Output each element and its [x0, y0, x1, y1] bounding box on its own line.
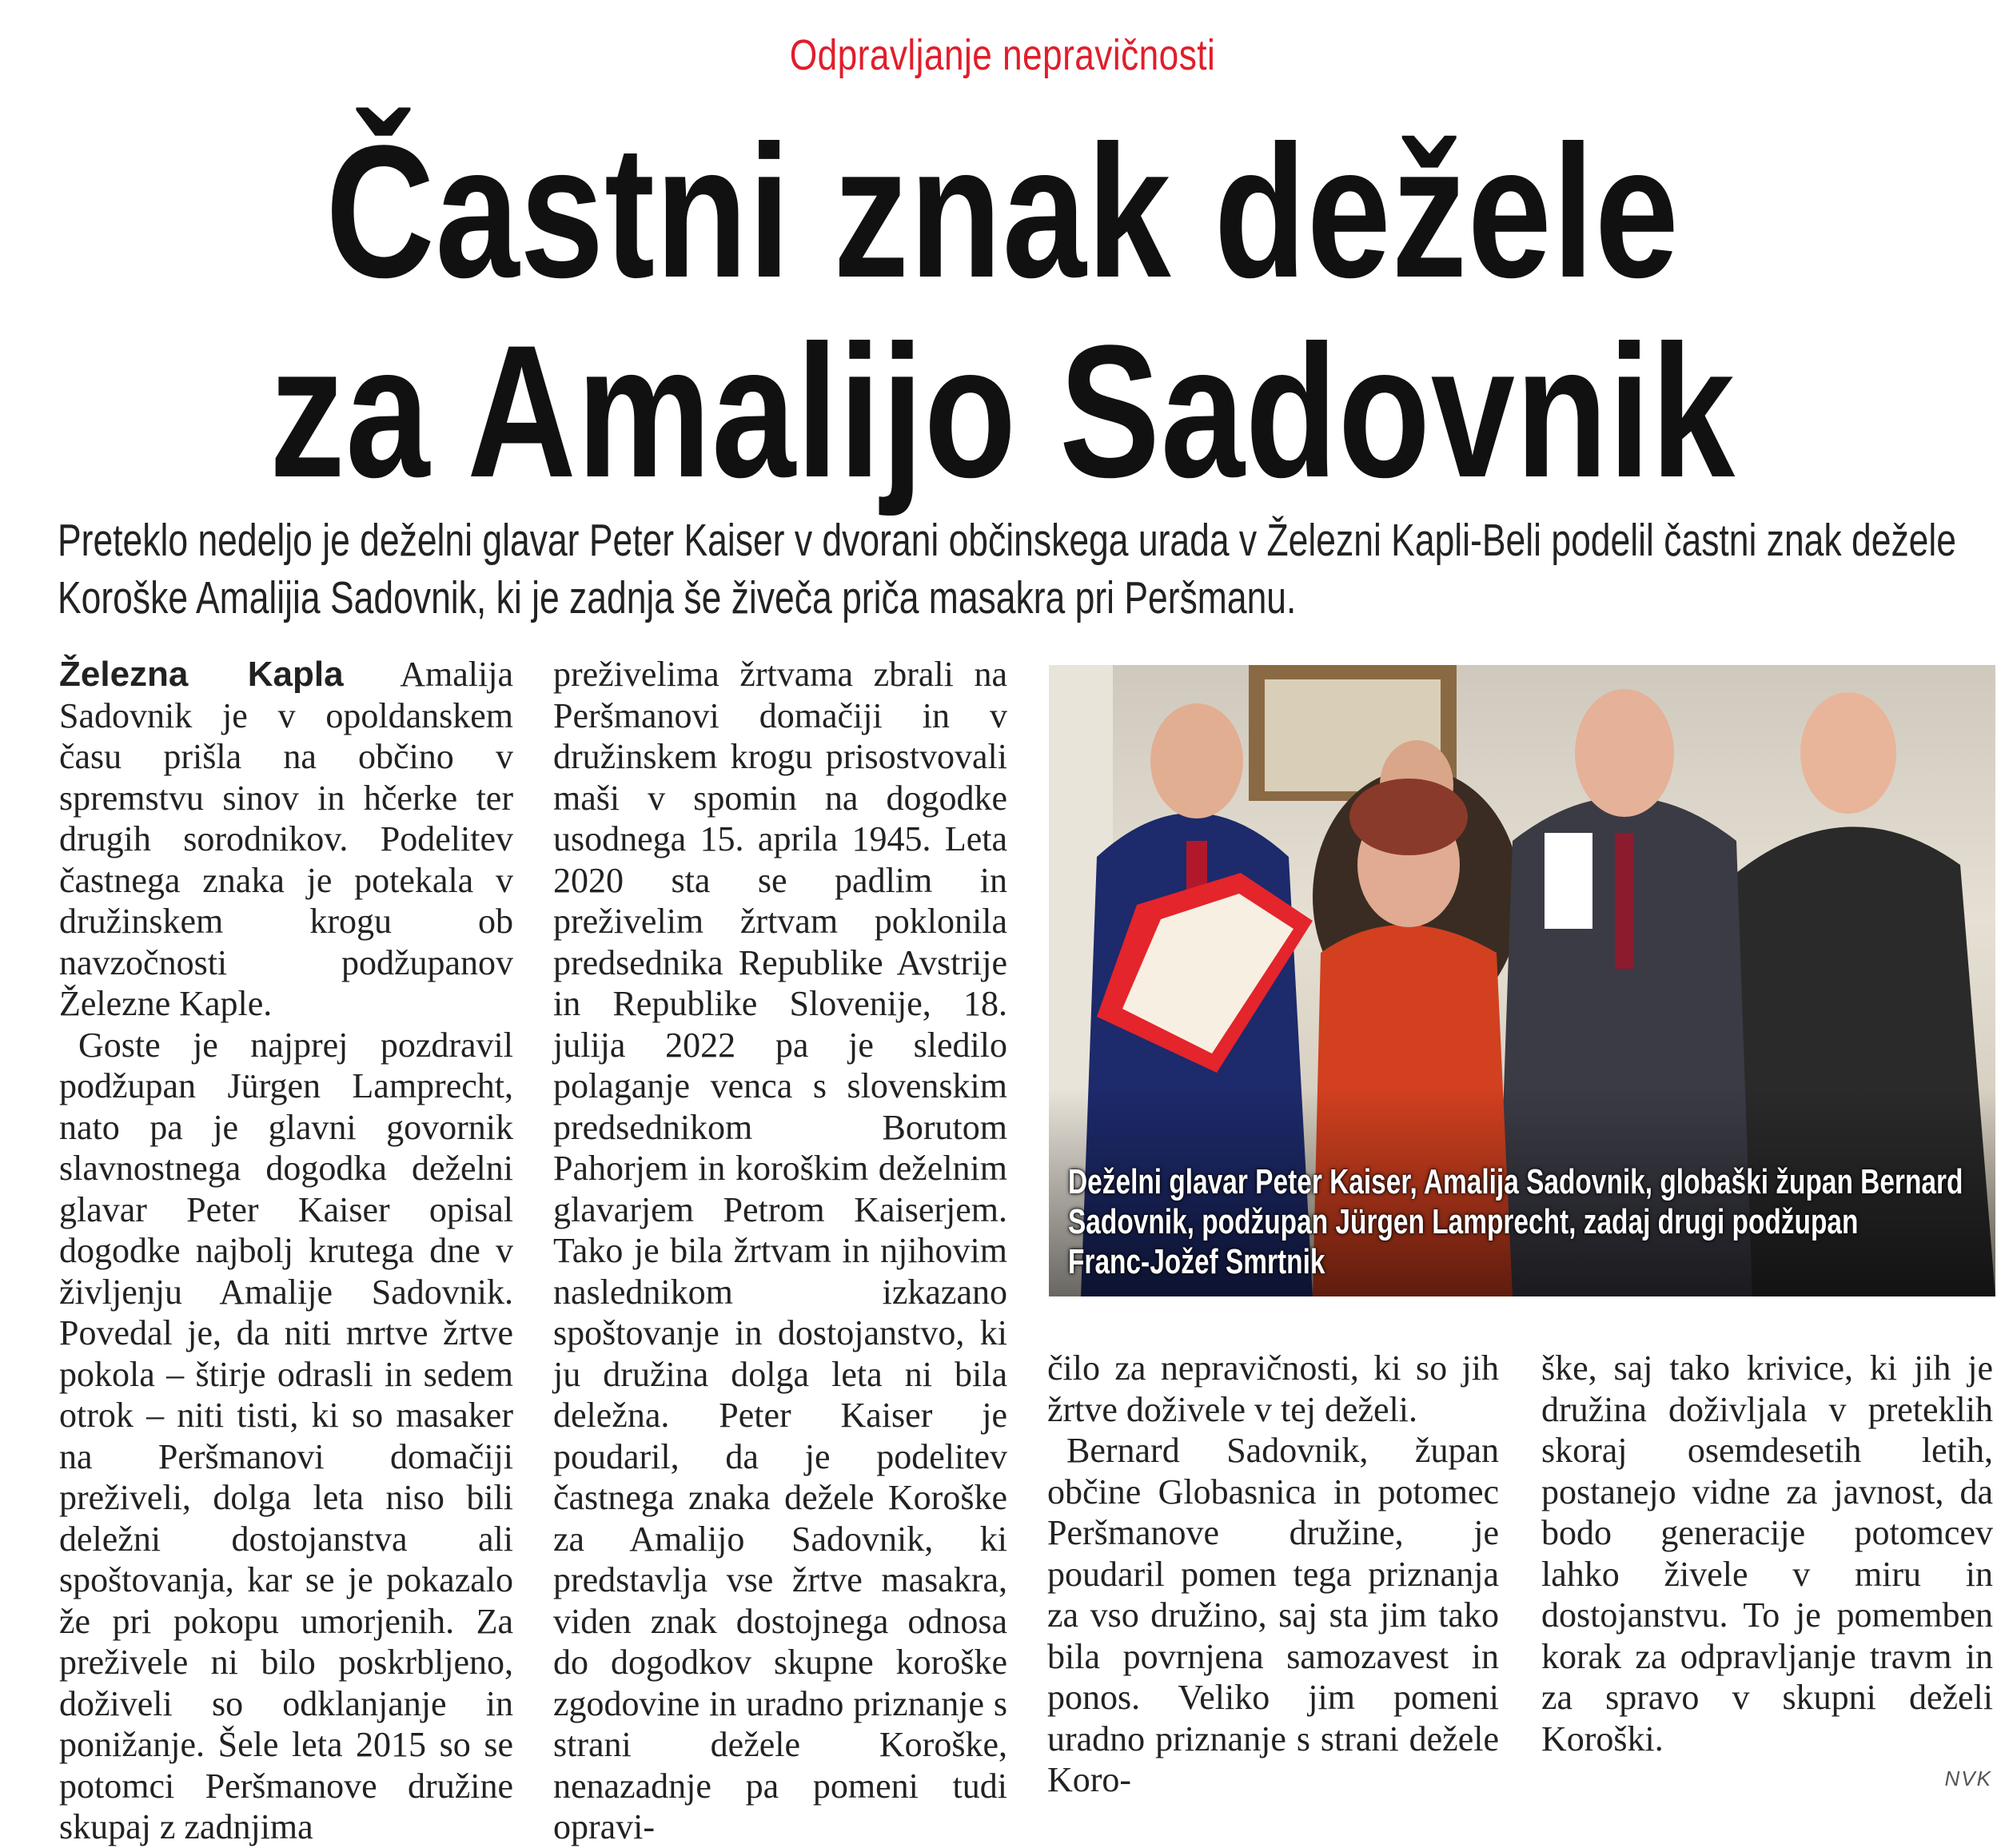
- article-column-2: [553, 654, 1007, 1848]
- caption-line-1: Deželni glavar Peter Kaiser, Amalija Sadovnik, globaški župan Bernard: [1068, 1162, 1963, 1201]
- article-paragraph: preživelima žrtvama zbrali na Peršmanovi domačiji in v družinskem krogu prisostvovali maši v spomin na dogodke usodnega 15. aprila 1945. Leta 2020 sta se padlim in preživelim žrtvam poklonila predsednika Republike Avstrije in Republike Slovenije, 18. julija 2022 pa je sledilo polaganje venca s slovenskim predsednikom Borutom Pahorjem in koroškim deželnim glavarjem Petrom Kaiserjem. Tako je bila žrtvam in njihovim naslednikom izkazano spoštovanje in dostojanstvo, ki ju družina dolga leta ni bila deležna. Peter Kaiser je poudaril, da je podelitev častnega znaka dežele Koroške za Amalijo Sadovnik, ki predstavlja vse žrtve masakra, viden znak dostojnega odnosa do dogodkov skupne koroške zgodovine in uradno priznanje s strani dežele Koroške, nenazadnje pa pomeni tudi opravi-: [553, 655, 1007, 1846]
- article-paragraph: čilo za nepravičnosti, ki so jih žrtve doživele v tej deželi.: [1047, 1348, 1499, 1429]
- article-paragraph: [59, 654, 513, 1025]
- redaction-patch: [1545, 833, 1592, 929]
- lead-line-2: Koroške Amalijia Sadovnik, ki je zadnja še živeča priča masakra pri Peršmanu.: [58, 572, 1297, 623]
- headline-line-2: za Amalijo Sadovnik: [269, 306, 1736, 517]
- article-column-1: [59, 654, 513, 1848]
- kicker: Odpravljanje nepravičnosti: [789, 31, 1216, 79]
- headline: [201, 106, 1804, 517]
- article-photo: [1049, 665, 1995, 1296]
- article-column-3: [1047, 1348, 1499, 1801]
- lead-paragraph: [58, 512, 1991, 627]
- dateline: Železna Kapla: [59, 655, 344, 694]
- article-paragraph: Goste je najprej pozdravil podžupan Jürgen Lamprecht, nato pa je glavni govornik slavnostnega dogodka deželni glavar Peter Kaiser opisal dogodke najbolj krutega dne v življenju Amalije Sadovnik. Povedal je, da niti mrtve žrtve pokola – štirje odrasli in sedem otrok – niti tisti, ki so masaker na Peršmanovi domačiji preživeli, dolga leta niso bili deležni dostojanstva ali spoštovanja, kar se je pokazalo že pri pokopu umorjenih. Za preživele ni bilo poskrbljeno, doživeli so odklanjanje in ponižanje. Šele leta 2015 so se potomci Peršmanove družine skupaj z zadnjima: [59, 1025, 513, 1846]
- face-kaiser: [1150, 703, 1243, 818]
- article-paragraph: ške, saj tako krivice, ki jih je družina doživljala v preteklih skoraj osemdesetih letih, postanejo vidne za javnost, da bodo generacije potomcev lahko živele v miru in dostojanstvu. To je pomemben korak za odpravljanje travm in za spravo v skupni deželi Koroški.: [1541, 1348, 1993, 1758]
- hair-amalija: [1349, 779, 1468, 855]
- caption-line-3: Franc-Jožef Smrtnik: [1068, 1242, 1325, 1281]
- paragraph-text: Amalija Sadovnik je v opoldanskem času prišla na občino v spremstvu sinov in hčerke ter drugih sorodnikov. Podelitev častnega znaka je potekala v družinskem krogu ob navzočnosti podžupanov Železne Kaple.: [59, 655, 513, 1023]
- face-sadovnik: [1575, 689, 1674, 817]
- caption-line-2: Sadovnik, podžupan Jürgen Lamprecht, zadaj drugi podžupan: [1068, 1202, 1859, 1241]
- headline-line-1: Častni znak dežele: [325, 106, 1680, 317]
- face-right: [1800, 692, 1896, 814]
- author-signature: NVK: [1944, 1766, 1992, 1790]
- photo-caption: [1068, 1162, 1979, 1282]
- tie-sadovnik: [1615, 833, 1634, 969]
- lead-line-1: Preteklo nedeljo je deželni glavar Peter Kaiser v dvorani občinskega urada v Železni Kapli-Beli podelil častni znak dežele: [58, 515, 1957, 566]
- article-column-4: [1541, 1348, 1993, 1759]
- article-paragraph: Bernard Sadovnik, župan občine Globasnica in potomec Peršmanove družine, je poudaril pomen tega priznanja za vso družino, saj sta jim tako bila povrnjena samozavest in ponos. Veliko jim pomeni uradno priznanje s strani dežele Koro-: [1047, 1431, 1499, 1799]
